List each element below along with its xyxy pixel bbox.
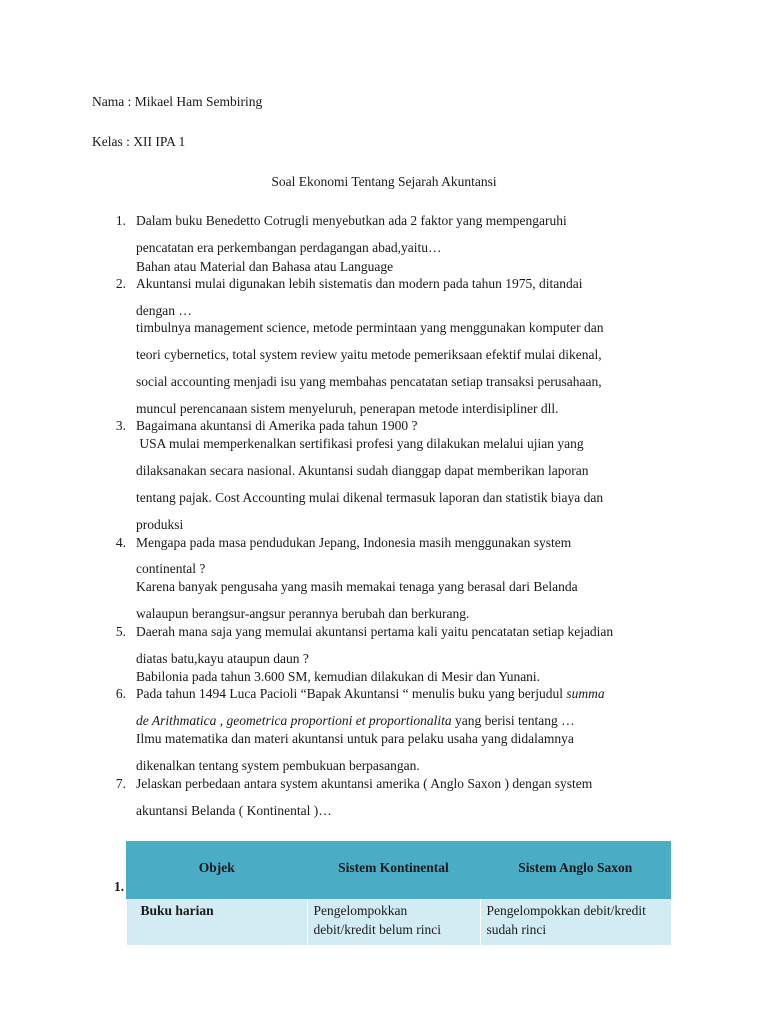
question-text: pencatatan era perkembangan perdagangan abad,yaitu… <box>136 240 442 255</box>
student-class: Kelas : XII IPA 1 <box>92 134 186 149</box>
answer-text: walaupun berangsur-angsur perannya berubah dan berkurang. <box>136 606 470 621</box>
book-title-italic: de Arithmatica , geometrica proportioni et proportionalita <box>136 713 452 728</box>
comparison-table <box>126 841 671 945</box>
book-title-italic: summa <box>566 686 605 701</box>
question-text: Bagaimana akuntansi di Amerika pada tahun 1900 ? <box>136 418 418 433</box>
question-text-plain: Pada tahun 1494 Luca Pacioli “Bapak Akuntansi “ menulis buku yang berjudul <box>136 686 567 701</box>
question-text: Daerah mana saja yang memulai akuntansi pertama kali yaitu pencatatan setiap kejadian <box>136 624 614 639</box>
answer-text: dikenalkan tentang system pembukuan berpasangan. <box>136 758 420 773</box>
cell-line: Pengelompokkan debit/kredit <box>486 903 646 918</box>
question-text: Akuntansi mulai digunakan lebih sistematis dan modern pada tahun 1975, ditandai <box>136 276 583 291</box>
table-cell-kontinental <box>307 899 480 946</box>
answer-text: social accounting menjadi isu yang membahas pencatatan setiap transaksi perusahaan, <box>136 374 602 389</box>
table-row-number: 1. <box>114 879 125 894</box>
question-text <box>136 686 605 702</box>
answer-text: Bahan atau Material dan Bahasa atau Language <box>136 259 394 274</box>
answer-text: USA mulai memperkenalkan sertifikasi profesi yang dilakukan melalui ujian yang <box>136 436 584 451</box>
question-text: diatas batu,kayu ataupun daun ? <box>136 651 309 666</box>
answer-text: teori cybernetics, total system review yaitu metode pemeriksaan efektif mulai dikenal, <box>136 347 602 362</box>
question-number: 7. <box>115 776 126 791</box>
question-text: dengan … <box>136 303 192 318</box>
question-number: 4. <box>115 535 126 550</box>
answer-text: Ilmu matematika dan materi akuntansi untuk para pelaku usaha yang didalamnya <box>136 731 574 746</box>
table-cell-objek: Buku harian <box>127 899 308 946</box>
answer-text: muncul perencanaan sistem menyeluruh, penerapan metode interdisipliner dll. <box>136 401 559 416</box>
column-header-objek: Objek <box>127 842 308 899</box>
student-name: Nama : Mikael Ham Sembiring <box>92 94 263 109</box>
cell-line: Pengelompokkan <box>313 903 408 918</box>
document-title: Soal Ekonomi Tentang Sejarah Akuntansi <box>271 174 497 189</box>
table-row <box>127 899 671 946</box>
answer-text: Karena banyak pengusaha yang masih memakai tenaga yang berasal dari Belanda <box>136 579 578 594</box>
column-header-kontinental: Sistem Kontinental <box>307 842 480 899</box>
question-text: Jelaskan perbedaan antara system akuntansi amerika ( Anglo Saxon ) dengan system <box>136 776 593 791</box>
cell-line: sudah rinci <box>486 922 547 937</box>
answer-text: produksi <box>136 517 184 532</box>
question-text: continental ? <box>136 561 206 576</box>
question-text: akuntansi Belanda ( Kontinental )… <box>136 803 332 818</box>
table-header-row <box>127 842 671 899</box>
question-text <box>136 713 575 729</box>
question-number: 2. <box>115 276 126 291</box>
answer-text: timbulnya management science, metode permintaan yang menggunakan komputer dan <box>136 320 604 335</box>
answer-text: dilaksanakan secara nasional. Akuntansi sudah dianggap dapat memberikan laporan <box>136 463 589 478</box>
question-text-plain: yang berisi tentang … <box>451 713 575 728</box>
answer-text: tentang pajak. Cost Accounting mulai dikenal termasuk laporan dan statistik biaya dan <box>136 490 604 505</box>
question-number: 5. <box>115 624 126 639</box>
answer-text: Babilonia pada tahun 3.600 SM, kemudian dilakukan di Mesir dan Yunani. <box>136 669 541 684</box>
cell-line: debit/kredit belum rinci <box>313 922 441 937</box>
question-number: 1. <box>115 213 126 228</box>
question-text: Dalam buku Benedetto Cotrugli menyebutkan ada 2 faktor yang mempengaruhi <box>136 213 567 228</box>
question-number: 6. <box>115 686 126 701</box>
table-cell-anglo-saxon <box>480 899 671 946</box>
question-text: Mengapa pada masa pendudukan Jepang, Indonesia masih menggunakan system <box>136 535 572 550</box>
column-header-anglo-saxon: Sistem Anglo Saxon <box>480 842 671 899</box>
question-number: 3. <box>115 418 126 433</box>
